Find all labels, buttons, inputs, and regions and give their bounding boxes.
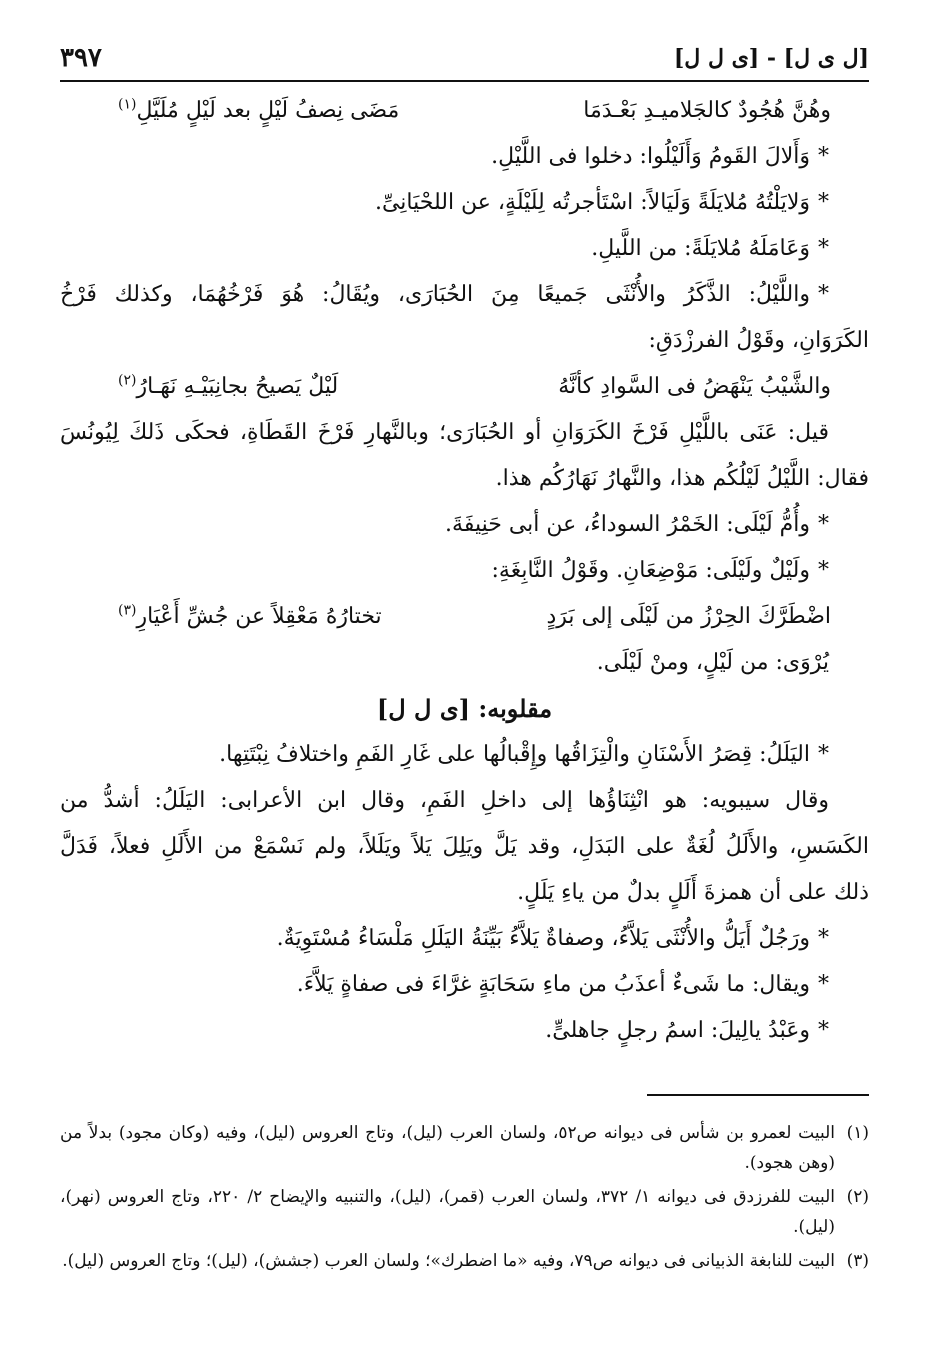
- text-line: [60, 640, 869, 686]
- footnote-number: (٢): [846, 1187, 869, 1207]
- line-text: وَلايَلْتُهُ مُلايَلَةً وَلَيَالاً: اسْتَأجرتُه لِلَيْلَةٍ، عن اللحْيَانِىِّ.: [374, 190, 810, 215]
- line-text: وقال سيبويه: هو انْثِنَاؤُها إلى داخلِ الفَمِ، وقال ابن الأعرابى: اليَلَلُ: أشدُّ من: [60, 788, 829, 813]
- line-text: وَأَلالَ القَومُ وَأَلَيْلُوا: دخلوا فى اللَّيْلِ.: [491, 144, 810, 169]
- asterisk-icon: *: [818, 236, 829, 261]
- body-text: [60, 88, 869, 1054]
- asterisk-icon: *: [818, 282, 830, 307]
- footnote: [60, 1246, 869, 1276]
- verse-line: [60, 594, 869, 640]
- verse-second-text: مَضَى نِصفُ لَيْلٍ بعد لَيْلٍ مُلَيَّلِ: [136, 98, 400, 123]
- line-text: وأُمُّ لَيْلَى: الخَمْرُ السوداءُ، عن أبى حَنِيفَةَ.: [445, 512, 810, 537]
- footnote-reference: (١): [118, 96, 137, 113]
- footnote-text: البيت لعمرو بن شأس فى ديوانه ص٥٢، ولسان العرب (ليل)، وتاج العروس (ليل)، وفيه (وكان مجود) بدلاً من (وهن هجود).: [60, 1123, 835, 1173]
- verse-second-hemistich: [98, 88, 399, 134]
- asterisk-icon: *: [818, 742, 829, 767]
- header-rule: [60, 80, 869, 82]
- verse-first-hemistich: والشَّيْبُ يَنْهَضُ فى السَّوادِ كأنَّهُ: [558, 374, 831, 399]
- verse-second-text: تختارُهُ مَعْقِلاً عن جُشِّ أَعْيَارِ: [136, 604, 382, 629]
- text-line: [60, 778, 869, 824]
- running-head: [ل ى ل] - [ى ل ل]: [673, 45, 869, 71]
- text-line: [60, 456, 869, 502]
- footnote-text: البيت للفرزدق فى ديوانه ١/ ٣٧٢، ولسان العرب (قمر)، (ليل)، والتنبيه والإيضاح ٢/ ٢٢٠، وتاج العروس (نهر)، (ليل).: [60, 1187, 836, 1237]
- verse-second-hemistich: [98, 594, 382, 640]
- dictionary-entry-line: [60, 548, 869, 594]
- dictionary-entry-line: [60, 732, 869, 778]
- footnote-number: (٣): [846, 1251, 869, 1271]
- footnote: [60, 1182, 869, 1242]
- section-heading: مقلوبه: [ى ل ل]: [376, 694, 553, 723]
- footnote-reference: (٣): [118, 602, 137, 619]
- verse-first-hemistich: اضْطَرَّكَ الحِرْزُ من لَيْلَى إلى بَرَدٍ: [546, 604, 831, 629]
- footnote-number: (١): [846, 1123, 869, 1143]
- asterisk-icon: *: [818, 558, 829, 583]
- footnote-text: البيت للنابغة الذبيانى فى ديوانه ص٧٩، وفيه «ما اضطرك»؛ ولسان العرب (جشش)، (ليل)؛ وتاج العروس (ليل).: [62, 1251, 835, 1271]
- line-text: الكَسَسِ، والأَلَلُ لُغَةٌ على البَدَلِ، وقد يَلَّ ويَلِلَ يَلاً ويَلَلاً، ولم نَسْمَعْ من الأَلَلِ فعلاً، فَدَلَّ: [60, 834, 869, 859]
- line-text: وَعَامَلَهُ مُلايَلَةً: من اللَّيلِ.: [591, 236, 810, 261]
- line-text: فقال: اللَّيْلُ لَيْلُكُم هذا، والنَّهارُ نَهَارُكُم هذا.: [495, 466, 869, 491]
- asterisk-icon: *: [818, 926, 829, 951]
- asterisk-icon: *: [818, 512, 829, 537]
- text-line: [60, 870, 869, 916]
- dictionary-entry-line: [60, 180, 869, 226]
- line-text: قيل: عَنَى باللَّيْلِ فَرْخَ الكَرَوَانِ أو الحُبَارَى؛ وبالنَّهارِ فَرْخَ القَطَاةِ، فحكَى ذَلكَ لِيُونُسَ: [60, 420, 829, 445]
- line-text: ولَيْلٌ ولَيْلَى: مَوْضِعَانِ. وقَوْلُ النَّابِغَةِ:: [491, 558, 810, 583]
- dictionary-entry-line: [60, 272, 869, 318]
- asterisk-icon: *: [818, 144, 829, 169]
- line-text: ويقال: ما شَىءٌ أعذَبُ من ماءِ سَحَابَةٍ غرَّاءَ فى صفاةٍ يَلاَّءَ.: [296, 972, 810, 997]
- dictionary-entry-line: [60, 502, 869, 548]
- footnote-rule: [647, 1094, 869, 1096]
- line-text: الكَرَوَانِ، وقَوْلُ الفرزْدَقِ:: [648, 328, 869, 353]
- page-header: [60, 38, 869, 78]
- text-line: [60, 824, 869, 870]
- line-text: اليَلَلُ: قِصَرُ الأَسْنَانِ والْتِزَاقُها وإِقْبالُها على غَارِ الفَمِ واختلافُ نِبْتَتِها.: [219, 742, 810, 767]
- verse-line: [60, 364, 869, 410]
- dictionary-entry-line: [60, 134, 869, 180]
- verse-first-hemistich: وهُنَّ هُجُودٌ كالجَلاميـدِ بَعْـدَمَا: [583, 98, 831, 123]
- line-text: يُرْوَى: من لَيْلٍ، ومنْ لَيْلَى.: [596, 650, 829, 675]
- text-line: [60, 318, 869, 364]
- page-number: ٣٩٧: [60, 43, 102, 73]
- footnotes: [60, 1118, 869, 1280]
- footnote-reference: (٢): [118, 372, 137, 389]
- line-text: وعَبْدُ يالِيلَ: اسمُ رجلٍ جاهلىٍّ.: [545, 1018, 810, 1043]
- verse-second-hemistich: [98, 364, 338, 410]
- line-text: ذلك على أن همزةَ أَلَلٍ بدلٌ من ياءِ يَلَلٍ.: [517, 880, 869, 905]
- dictionary-entry-line: [60, 962, 869, 1008]
- asterisk-icon: *: [818, 972, 829, 997]
- line-text: ورَجُلٌ أَيَلُّ والأُنْثَى يَلاَّءُ، وصفاةٌ يَلاَّءُ بَيِّنَةُ اليَلَلِ مَلْسَاءُ مُسْتَوِيَةٌ.: [276, 926, 810, 951]
- line-text: واللَّيْلُ: الذَّكَرُ والأُنْثَى جَميعًا مِنَ الحُبَارَى، ويُقَالُ: هُوَ فَرْخُهُمَا، وكذلك فَرْخُ: [60, 282, 811, 307]
- dictionary-entry-line: [60, 226, 869, 272]
- asterisk-icon: *: [818, 1018, 829, 1043]
- verse-line: [60, 88, 869, 134]
- asterisk-icon: *: [818, 190, 829, 215]
- dictionary-entry-line: [60, 1008, 869, 1054]
- text-line: [60, 410, 869, 456]
- footnote: [60, 1118, 869, 1178]
- dictionary-entry-line: [60, 916, 869, 962]
- verse-second-text: لَيْلٌ يَصيحُ بجانِبَيْـهِ نَهَـارُ: [136, 374, 339, 399]
